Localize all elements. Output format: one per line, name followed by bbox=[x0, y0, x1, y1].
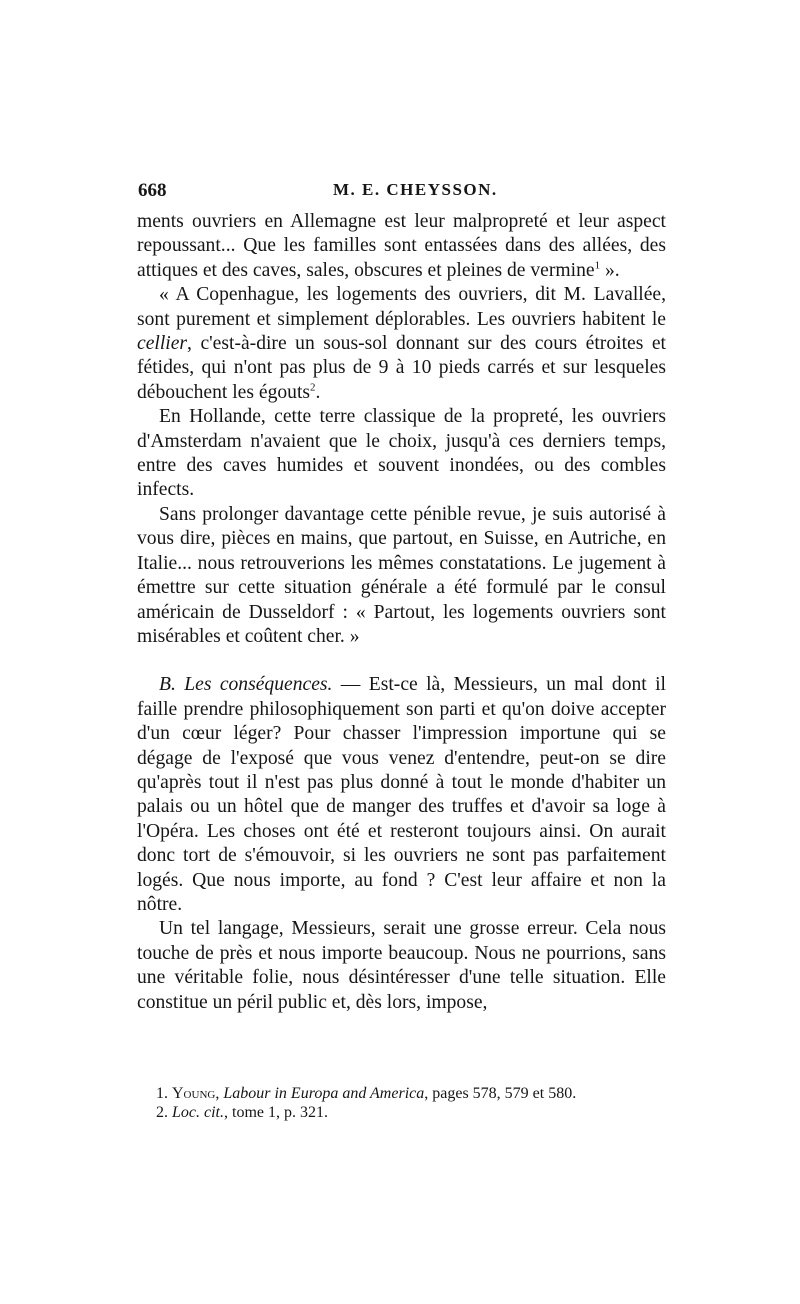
paragraph bbox=[137, 673, 666, 917]
text-run: ». bbox=[600, 259, 620, 281]
text-run: 1. bbox=[156, 1085, 172, 1102]
footnote-ref: 1 bbox=[594, 259, 601, 272]
text-run: , tome 1, p. 321. bbox=[224, 1104, 328, 1121]
footnote-ref: 2 bbox=[310, 381, 316, 394]
running-head: M. E. CHEYSSON. bbox=[333, 180, 498, 199]
paragraph bbox=[137, 405, 666, 503]
text-run: Labour in Europa and America bbox=[223, 1085, 425, 1102]
text-run: Young bbox=[172, 1085, 216, 1102]
text-run: , bbox=[215, 1085, 224, 1102]
paragraph bbox=[137, 917, 666, 1015]
text-run: 2. bbox=[156, 1104, 172, 1121]
text-run: cellier bbox=[137, 333, 188, 355]
page-header bbox=[138, 180, 668, 204]
text-run: Sans prolonger davantage cette pénible revue, je suis autorisé à vous dire, pièces en mains, que partout, en Suisse, en Autriche, en Italie... nous retrouverions les mêmes constatations. Le jugement à émettre sur cette situation générale a été formulé par le consul américain de Dusseldorf : « Partout, les logements ouvriers sont misérables et coûtent cher. » bbox=[137, 503, 666, 647]
text-run: En Hollande, cette terre classique de la propreté, les ouvriers d'Amsterdam n'avaient que le choix, jusqu'à ces derniers temps, entre des caves humides et souvent inondées, ou des combles infects. bbox=[137, 406, 666, 501]
body-text bbox=[137, 210, 666, 1015]
text-run: Un tel langage, Messieurs, serait une grosse erreur. Cela nous touche de près et nous importe beaucoup. Nous ne pourrions, sans une véritable folie, nous désintéresser d'une telle situation. Elle constitue un péril public et, dès lors, impose, bbox=[137, 918, 666, 1013]
footnote bbox=[156, 1103, 656, 1122]
text-run: , pages 578, 579 et 580. bbox=[424, 1085, 577, 1102]
text-run: — Est-ce là, Messieurs, un mal dont il faille prendre philosophiquement son parti et qu'on doive accepter d'un cœur léger? Pour chasser l'impression importune qui se dégage de l'exposé que vous venez d'entendre, peut-on se dire qu'après tout il n'est pas plus donné à tout le monde d'habiter un palais ou un hôtel que de manger des truffes et d'avoir sa loge à l'Opéra. Les choses ont été et resteront toujours ainsi. On aurait donc tort de s'émouvoir, si les ouvriers ne sont pas parfaitement logés. Que nous importe, au fond ? C'est leur affaire et non la nôtre. bbox=[137, 674, 667, 915]
text-run: ments ouvriers en Allemagne est leur malpropreté et leur aspect repoussant... Que les familles sont entassées dans des allées, des attiques et des caves, sales, obscures et pleines de vermine bbox=[137, 211, 666, 281]
text-run: « A Copenhague, les logements des ouvriers, dit M. Lavallée, sont purement et simplement déplorables. Les ouvriers habitent le bbox=[137, 284, 666, 330]
text-run: , c'est-à-dire un sous-sol donnant sur des cours étroites et fétides, qui n'ont pas plus de 9 à 10 pieds carrés et sur lesqueles débouchent les égouts bbox=[137, 333, 666, 403]
paragraph bbox=[137, 503, 666, 649]
paragraph bbox=[137, 210, 666, 283]
paragraph bbox=[137, 283, 666, 405]
text-run: . bbox=[315, 381, 321, 403]
text-run: B. Les conséquences. bbox=[159, 674, 333, 696]
page-number: 668 bbox=[138, 180, 167, 201]
text-run: Loc. cit. bbox=[172, 1104, 224, 1121]
footnotes bbox=[156, 1084, 656, 1122]
footnote bbox=[156, 1084, 656, 1103]
